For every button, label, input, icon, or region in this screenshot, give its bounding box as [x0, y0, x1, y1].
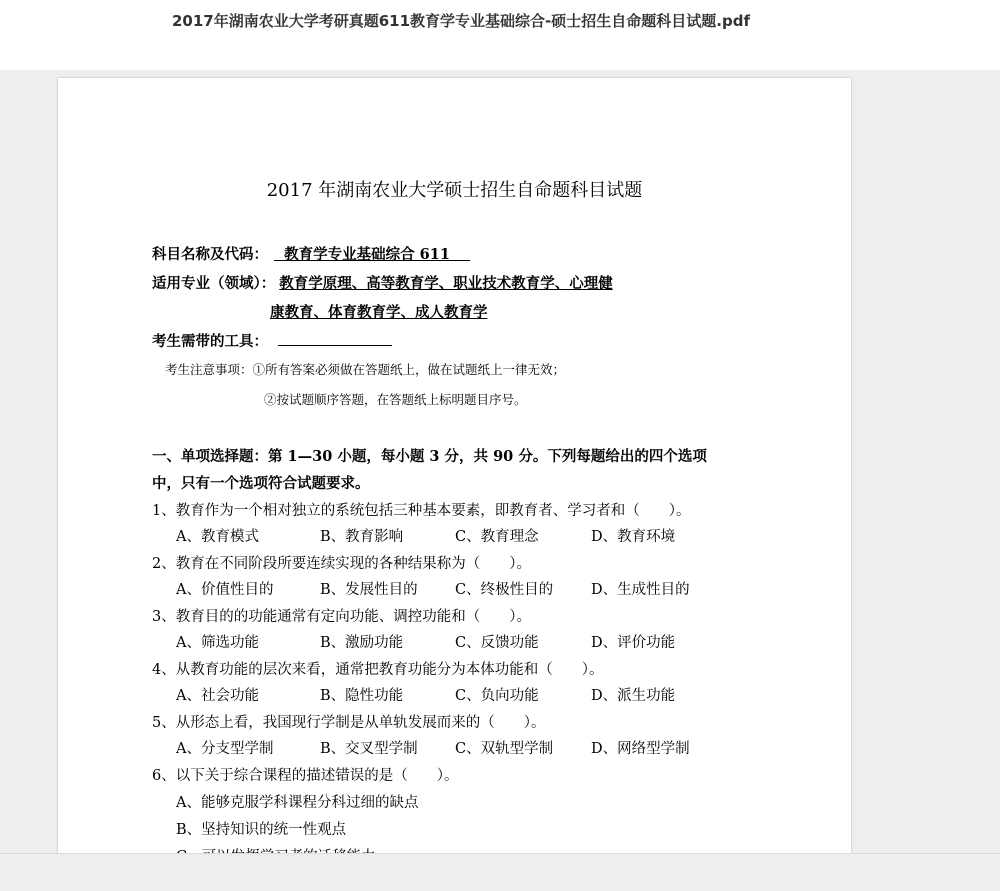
notice-1: 考生注意事项：①所有答案必须做在答题纸上，做在试题纸上一律无效； [165, 362, 566, 377]
option: D、教育环境 [591, 529, 676, 545]
option: B、教育影响 [320, 529, 404, 545]
option: D、生成性目的 [591, 582, 690, 598]
section-1-heading-line2: 中，只有一个选项符合试题要求。 [152, 475, 370, 492]
file-title: 2017年湖南农业大学考研真题611教育学专业基础综合-硕士招生自命题科目试题.pdf [172, 12, 750, 30]
option: B、坚持知识的统一性观点 [176, 822, 347, 838]
option: B、激励功能 [320, 635, 404, 651]
option: D、派生功能 [591, 688, 676, 704]
question-stem: 5、从形态上看，我国现行学制是从单轨发展而来的（ ）。 [152, 715, 546, 731]
subject-row [152, 243, 470, 264]
option: C、终极性目的 [455, 582, 554, 598]
bottom-toolbar [0, 853, 1000, 891]
question-stem: 1、教育作为一个相对独立的系统包括三种基本要素，即教育者、学习者和（ ）。 [152, 503, 691, 519]
exam-title: 2017 年湖南农业大学硕士招生自命题科目试题 [266, 180, 643, 201]
question-stem: 2、教育在不同阶段所要连续实现的各种结果称为（ ）。 [152, 556, 531, 572]
major-value-line2: 康教育、体育教育学、成人教育学 [270, 304, 488, 321]
tools-blank [278, 333, 392, 346]
major-row [152, 272, 613, 293]
question-stem: 3、教育目的的功能通常有定向功能、调控功能和（ ）。 [152, 609, 531, 625]
question-stem: 4、从教育功能的层次来看，通常把教育功能分为本体功能和（ ）。 [152, 662, 604, 678]
section-1-heading-line1: 一、单项选择题：第 1—30 小题，每小题 3 分，共 90 分。下列每题给出的四个选项 [152, 448, 707, 465]
option: A、筛选功能 [176, 635, 259, 651]
subject-value: 教育学专业基础综合 611 [284, 246, 450, 263]
title-bar [0, 0, 1000, 70]
option: A、能够克服学科课程分科过细的缺点 [176, 795, 419, 811]
notice-2: ②按试题顺序答题，在答题纸上标明题目序号。 [264, 392, 527, 407]
option: B、隐性功能 [320, 688, 404, 704]
option: C、负向功能 [455, 688, 539, 704]
option: B、交叉型学制 [320, 741, 418, 757]
tools-label: 考生需带的工具： [152, 333, 268, 350]
document-viewer[interactable] [0, 70, 1000, 853]
major-label: 适用专业（领域）： [152, 275, 276, 292]
option: C、教育理念 [455, 529, 539, 545]
tools-row [152, 330, 392, 351]
option: C、双轨型学制 [455, 741, 554, 757]
option: A、分支型学制 [176, 741, 274, 757]
option: B、发展性目的 [320, 582, 418, 598]
option: C、反馈功能 [455, 635, 539, 651]
option: A、社会功能 [176, 688, 259, 704]
option: A、教育模式 [176, 529, 259, 545]
option: D、评价功能 [591, 635, 676, 651]
subject-label: 科目名称及代码： [152, 246, 268, 263]
question-stem: 6、以下关于综合课程的描述错误的是（ ）。 [152, 768, 459, 784]
option: A、价值性目的 [176, 582, 274, 598]
option: D、网络型学制 [591, 741, 690, 757]
pdf-page [58, 78, 851, 878]
major-value-line1: 教育学原理、高等教育学、职业技术教育学、心理健 [279, 275, 613, 292]
